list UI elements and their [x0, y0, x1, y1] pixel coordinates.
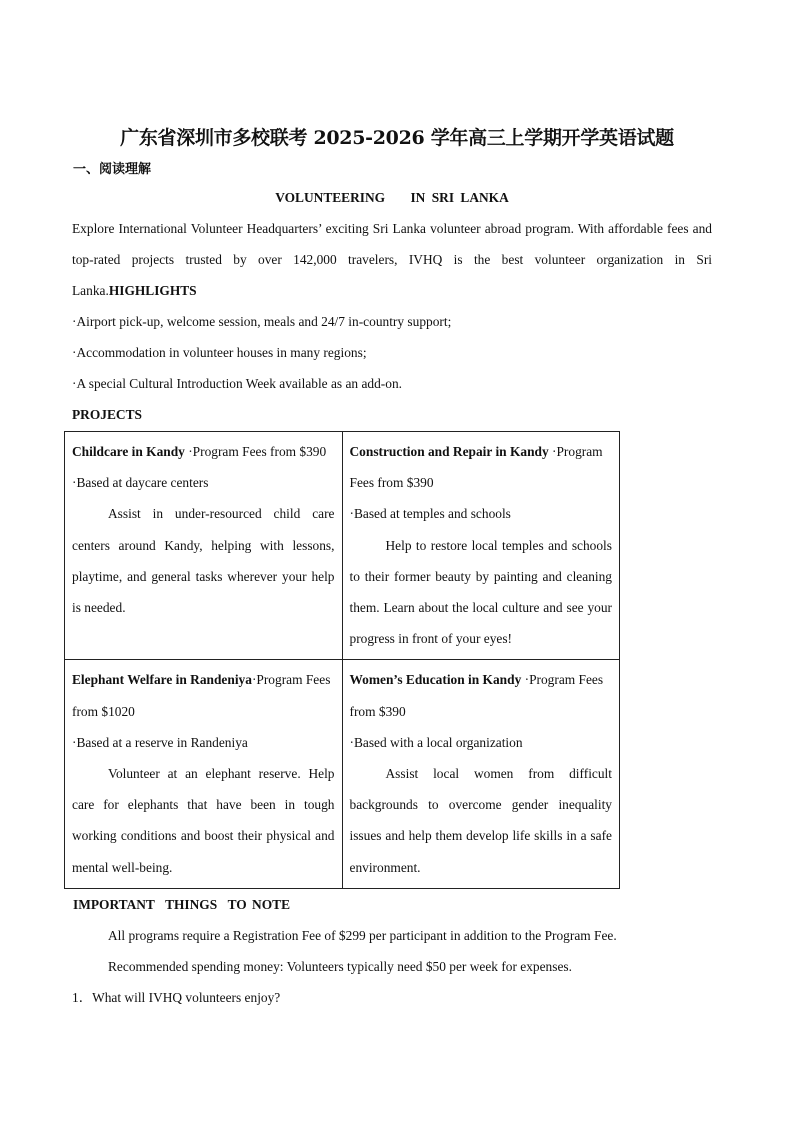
page-title: 广东省深圳市多校联考 2025-2026 学年高三上学期开学英语试题: [120, 127, 674, 149]
highlight-item: ·Accommodation in volunteer houses in many regions;: [72, 345, 367, 360]
project-location: ·Based with a local organization: [349, 734, 523, 750]
project-location: ·Based at a reserve in Randeniya: [72, 734, 248, 750]
project-fee: ·Program Fees from $390: [184, 444, 327, 459]
article-title: VOLUNTEERING IN SRI LANKA: [275, 190, 509, 205]
project-heading: [350, 664, 613, 726]
project-cell: [342, 432, 620, 660]
note-item: All programs require a Registration Fee of $299 per participant in addition to the Program Fee.: [108, 927, 617, 943]
projects-table: [64, 431, 620, 889]
project-name: Women’s Education in Kandy: [349, 672, 522, 688]
project-name: Childcare in Kandy: [72, 444, 185, 459]
highlight-item: ·Airport pick-up, welcome session, meals and 24/7 in-country support;: [72, 314, 452, 329]
project-fee: ·Program Fees from $390: [349, 444, 603, 491]
intro-text: Explore International Volunteer Headquarters’ exciting Sri Lanka volunteer abroad program. With affordable fees and top-rated projects trusted by over 142,000 travelers, IVHQ is the best volunteer organization in Sri Lanka.: [72, 221, 712, 298]
project-fee: ·Program Fees from $390: [349, 672, 604, 719]
project-name: Construction and Repair in Kandy: [349, 444, 549, 459]
table-row: [65, 660, 620, 888]
project-cell: [65, 432, 343, 660]
project-description: Volunteer at an elephant reserve. Help care for elephants that have been in tough working conditions and boost their physical and mental well-being.: [72, 766, 335, 875]
project-fee: ·Program Fees from $1020: [72, 672, 331, 719]
highlights-label: HIGHLIGHTS: [108, 283, 197, 298]
project-heading: [72, 664, 335, 726]
question-item: 1．What will IVHQ volunteers enjoy?: [72, 989, 281, 1005]
note-item: Recommended spending money: Volunteers typically need $50 per week for expenses.: [108, 958, 572, 974]
project-name: Elephant Welfare in Randeniya: [72, 672, 252, 688]
project-cell: [65, 660, 343, 888]
project-description: Assist local women from difficult backgrounds to overcome gender inequality issues and help them develop life skills in a safe environment.: [349, 766, 612, 875]
section-heading: 一、阅读理解: [73, 162, 152, 177]
notes-label: IMPORTANT THINGS TO NOTE: [73, 896, 291, 912]
intro-paragraph: [72, 213, 712, 306]
table-row: [65, 432, 620, 660]
project-location: ·Based at daycare centers: [72, 475, 209, 491]
article-body: [72, 182, 712, 1013]
project-heading: [72, 436, 335, 467]
project-heading: [350, 436, 613, 498]
project-cell: [342, 660, 620, 888]
project-description: Assist in under-resourced child care centers around Kandy, helping with lessons, playtime, and general tasks wherever your help is needed.: [72, 506, 335, 616]
highlight-item: ·A special Cultural Introduction Week available as an add-on.: [72, 376, 402, 391]
project-description: Help to restore local temples and schools to their former beauty by painting and cleaning them. Learn about the local culture and see your progress in front of your eyes!: [349, 537, 612, 647]
projects-label: PROJECTS: [72, 407, 142, 422]
project-location: ·Based at temples and schools: [349, 506, 511, 522]
